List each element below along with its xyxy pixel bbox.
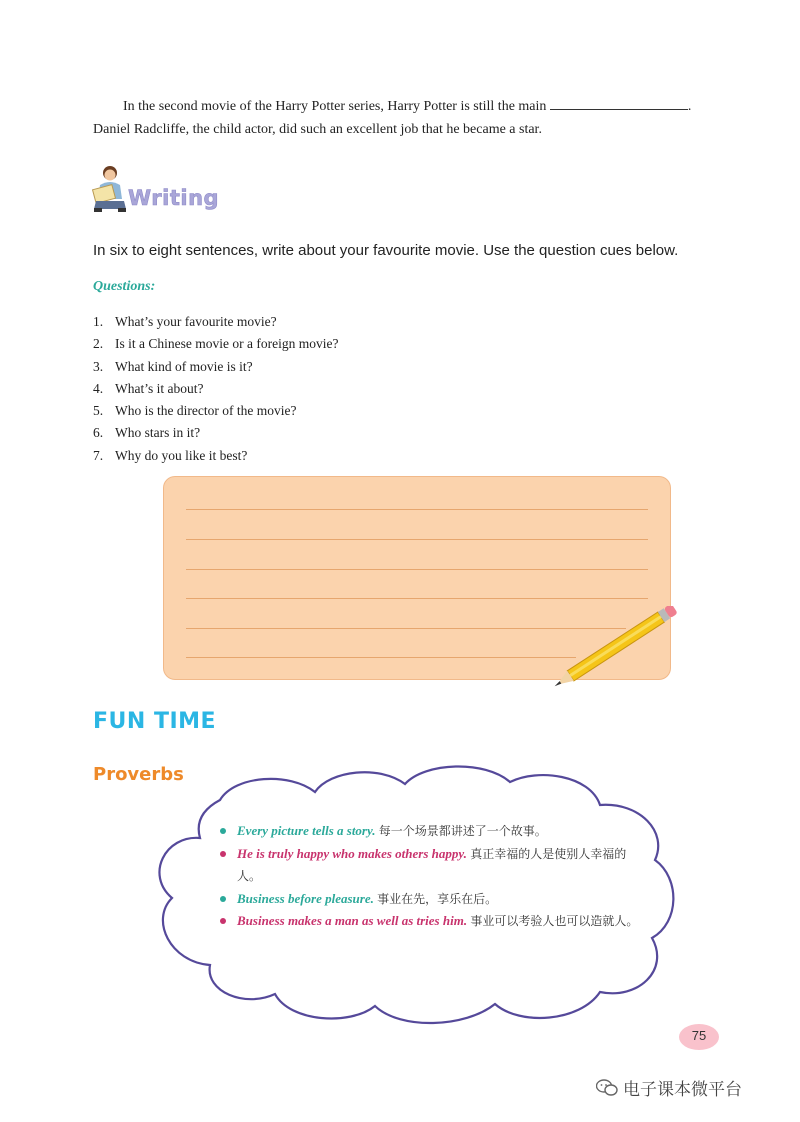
question-item: 6. Who stars in it? xyxy=(93,425,201,441)
question-item: 1. What’s your favourite movie? xyxy=(93,314,277,329)
writing-line xyxy=(186,598,648,599)
writing-instruction: In six to eight sentences, write about your favourite movie. Use the question cues below. xyxy=(93,242,679,259)
pencil-icon xyxy=(540,606,690,688)
questions-label: Questions: xyxy=(93,279,156,294)
writing-title: Writing xyxy=(128,186,220,210)
page-number: 75 xyxy=(679,1024,719,1050)
reading-line-1: In the second movie of the Harry Potter series, Harry Potter is still the main . xyxy=(123,99,692,114)
question-list xyxy=(93,311,338,467)
wechat-icon xyxy=(596,1079,618,1097)
reading-paragraph xyxy=(93,95,723,141)
question-item: 5. Who is the director of the movie? xyxy=(93,403,297,419)
proverb-list xyxy=(218,820,648,933)
fun-time-title: FUN TIME xyxy=(93,709,217,734)
question-item: 7. Why do you like it best? xyxy=(93,447,248,463)
writing-line xyxy=(186,539,648,540)
question-item: 4. What’s it about? xyxy=(93,380,204,396)
answer-blank[interactable] xyxy=(550,97,688,110)
proverb-item: Business before pleasure. 事业在先，享乐在后。 xyxy=(218,888,648,911)
writing-line xyxy=(186,509,648,510)
bullet-icon xyxy=(220,828,226,834)
bullet-icon xyxy=(220,918,226,924)
proverb-item: Every picture tells a story. 每一个场景都讲述了一个故事。 xyxy=(218,820,648,843)
writing-line xyxy=(186,657,576,658)
watermark xyxy=(596,1075,742,1100)
proverbs-title: Proverbs xyxy=(93,764,184,785)
question-item: 2. Is it a Chinese movie or a foreign movie? xyxy=(93,336,339,352)
reading-line-2: Daniel Radcliffe, the child actor, did such an excellent job that he became a star. xyxy=(93,122,542,137)
watermark-text: 电子课本微平台 xyxy=(623,1080,742,1100)
proverb-item: He is truly happy who makes others happy. 真正幸福的人是使别人幸福的人。 xyxy=(218,843,648,888)
bullet-icon xyxy=(220,896,226,902)
question-item: 3. What kind of movie is it? xyxy=(93,358,253,374)
reading-boy-icon xyxy=(90,163,130,213)
proverb-item: Business makes a man as well as tries him. 事业可以考验人也可以造就人。 xyxy=(218,910,648,933)
bullet-icon xyxy=(220,851,226,857)
writing-line xyxy=(186,569,648,570)
